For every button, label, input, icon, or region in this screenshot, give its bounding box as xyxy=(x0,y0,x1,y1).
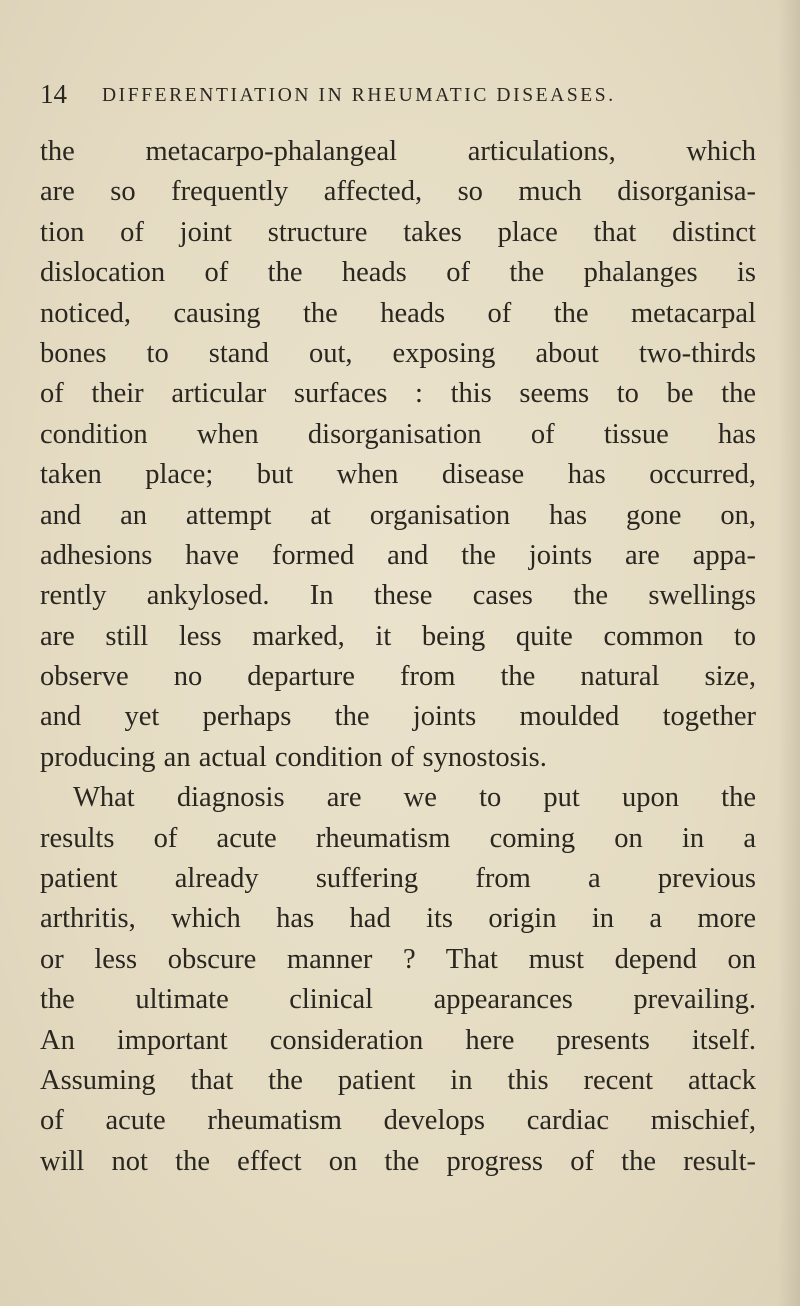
text-line: condition when disorganisation of tissue has xyxy=(40,418,756,450)
text-line: results of acute rheumatism coming on in a xyxy=(40,822,756,854)
text-line: the metacarpo-phalangeal articulations, which xyxy=(40,136,756,167)
page-number: 14 xyxy=(40,79,67,109)
text-line: are still less marked, it being quite common to xyxy=(40,620,756,652)
text-line: are so frequently affected, so much disorganisa- xyxy=(40,176,756,208)
text-line: observe no departure from the natural size, xyxy=(40,661,756,693)
text-line: patient already suffering from a previous xyxy=(40,863,756,895)
text-line: dislocation of the heads of the phalanges is xyxy=(40,257,756,289)
text-line: the ultimate clinical appearances prevailing. xyxy=(40,984,756,1016)
running-head xyxy=(40,74,780,114)
text-line: rently ankylosed. In these cases the swellings xyxy=(40,580,756,612)
text-line: adhesions have formed and the joints are appa- xyxy=(40,539,756,571)
text-line: will not the effect on the progress of the result- xyxy=(40,1145,756,1177)
running-title: DIFFERENTIATION IN RHEUMATIC DISEASES. xyxy=(102,85,616,106)
text-line: and yet perhaps the joints moulded together xyxy=(40,701,756,733)
text-line: or less obscure manner ? That must depend on xyxy=(40,943,756,975)
text-line: of their articular surfaces : this seems to be the xyxy=(40,378,756,410)
text-line: taken place; but when disease has occurred, xyxy=(40,459,756,491)
text-line: producing an actual condition of synostosis. xyxy=(40,741,547,773)
text-line: noticed, causing the heads of the metacarpal xyxy=(40,297,756,329)
text-line: tion of joint structure takes place that distinct xyxy=(40,216,756,248)
page-edge-shadow xyxy=(778,0,800,1306)
text-line: bones to stand out, exposing about two-thirds xyxy=(40,337,756,369)
text-line: of acute rheumatism develops cardiac mischief, xyxy=(40,1105,756,1137)
text-line: and an attempt at organisation has gone on, xyxy=(40,499,756,531)
body-text xyxy=(40,132,756,1182)
text-line: arthritis, which has had its origin in a more xyxy=(40,903,756,935)
text-line: What diagnosis are we to put upon the xyxy=(73,782,756,814)
text-line: Assuming that the patient in this recent attack xyxy=(40,1064,756,1096)
text-line: An important consideration here presents itself. xyxy=(40,1024,756,1056)
